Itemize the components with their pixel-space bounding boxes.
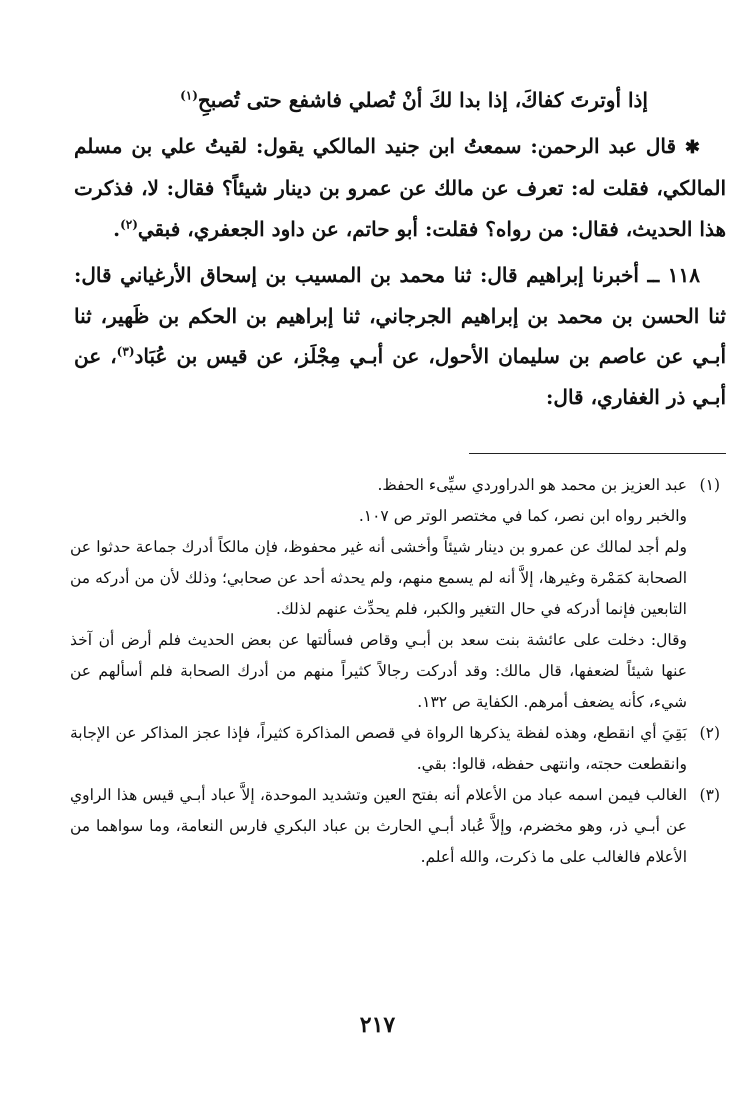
footnote-body (70, 470, 687, 718)
footnote-paragraph: عبد العزيز بن محمد هو الدراوردي سيِّىء الحفظ. (377, 476, 687, 494)
footnote-paragraph: ولم أجد لمالك عن عمرو بن دينار شيئاً وأخشى أنه غير محفوظ، فإن مالكاً أدرك جماعة حدثوا عن الصحابة كمَمْرة وغيرها، إلاَّ أنه لم يسمع منهم، ولم يحدثه أحد عن صحابي؛ وذلك لأن من أدركه من التابعين فإنما أدركه في حال التغير والكبر، فلم يحدِّث عنهم لذلك. (70, 538, 687, 618)
footnote-paragraph: الغالب فيمن اسمه عباد من الأعلام أنه بفتح العين وتشديد الموحدة، إلاَّ عباد أبـي قيس هذا الراوي عن أبـي ذر، وهو مخضرم، وإلاَّ عُباد أبـي الحارث بن عباد البكري فارس النعامة، وما سواهما من الأعلام فالغالب على ما ذكرت، والله أعلم. (70, 786, 687, 866)
footnote-ref-1: (١) (180, 88, 198, 103)
footnote-3 (70, 780, 720, 873)
paragraph-ibn-junayd (74, 126, 726, 250)
paragraph-hadith-118-end: ، عن أبـي ذر الغفاري، قال: (74, 344, 726, 409)
footnote-2 (70, 718, 720, 780)
footnote-paragraph: وقال: دخلت على عائشة بنت سعد بن أبـي وقاص فسألتها عن بعض الحديث فلم أرض أن آخذ عنها شيئاً لضعفها، قال مالك: وقد أدركت رجالاً كثيراً منهم من أدرك الصحابة فلم أسألهم عن شيء، كأنه يضعف أمرهم. الكفاية ص ١٣٢. (70, 631, 687, 711)
paragraph-ibn-junayd-end: . (113, 216, 121, 241)
footnote-body (70, 718, 687, 780)
footnote-1 (70, 470, 720, 718)
footnote-paragraph: بَقِيَ أي انقطع، وهذه لفظة يذكرها الرواة في قصص المذاكرة كثيراً، فإذا عجز المذاكر عن الإجابة وانقطعت حجته، وانتهى حفظه، قالوا: بقي. (70, 724, 687, 773)
footnotes (70, 470, 720, 873)
footnote-divider (469, 453, 726, 454)
footnote-number: (٢) (699, 724, 720, 742)
footnote-paragraph: والخبر رواه ابن نصر، كما في مختصر الوتر ص ١٠٧. (358, 507, 687, 525)
paragraph-hadith-118-text: ١١٨ ــ أخبرنا إبراهيم قال: ثنا محمد بن المسيب بن إسحاق الأرغياني قال: ثنا الحسن بن محمد بن إبراهيم الجرجاني، ثنا إبراهيم بن الحكم بن ظَهير، ثنا أبـي عن عاصم بن سليمان الأحول، عن أبـي مِجْلَز، عن قيس بن عُبَاد (74, 263, 727, 368)
verse-line (74, 80, 726, 121)
footnote-body (70, 780, 687, 873)
star-marker: ✱ (684, 136, 701, 158)
paragraph-hadith-118 (74, 255, 726, 417)
verse-text: إذا أوترتَ كفاكَ، إذا بدا لكَ أنْ تُصلي فاشفع حتى تُصبحِ (197, 88, 648, 112)
page-number: ٢١٧ (359, 1012, 396, 1038)
paragraph-ibn-junayd-text: قال عبد الرحمن: سمعتُ ابن جنيد المالكي يقول: لقيتُ علي بن مسلم المالكي، فقلت له: تعرف عن مالك عن عمرو بن دينار شيئاً؟ فقال: لا، فذكرت هذا الحديث، فقال: من رواه؟ فقلت: أبو حاتم، عن داود الجعفري، فبقي (74, 133, 726, 241)
footnote-ref-2: (٢) (120, 216, 138, 231)
footnote-number: (٣) (699, 786, 720, 804)
footnote-ref-3: (٣) (116, 344, 135, 359)
footnote-number: (١) (699, 476, 720, 494)
main-text (74, 80, 726, 417)
